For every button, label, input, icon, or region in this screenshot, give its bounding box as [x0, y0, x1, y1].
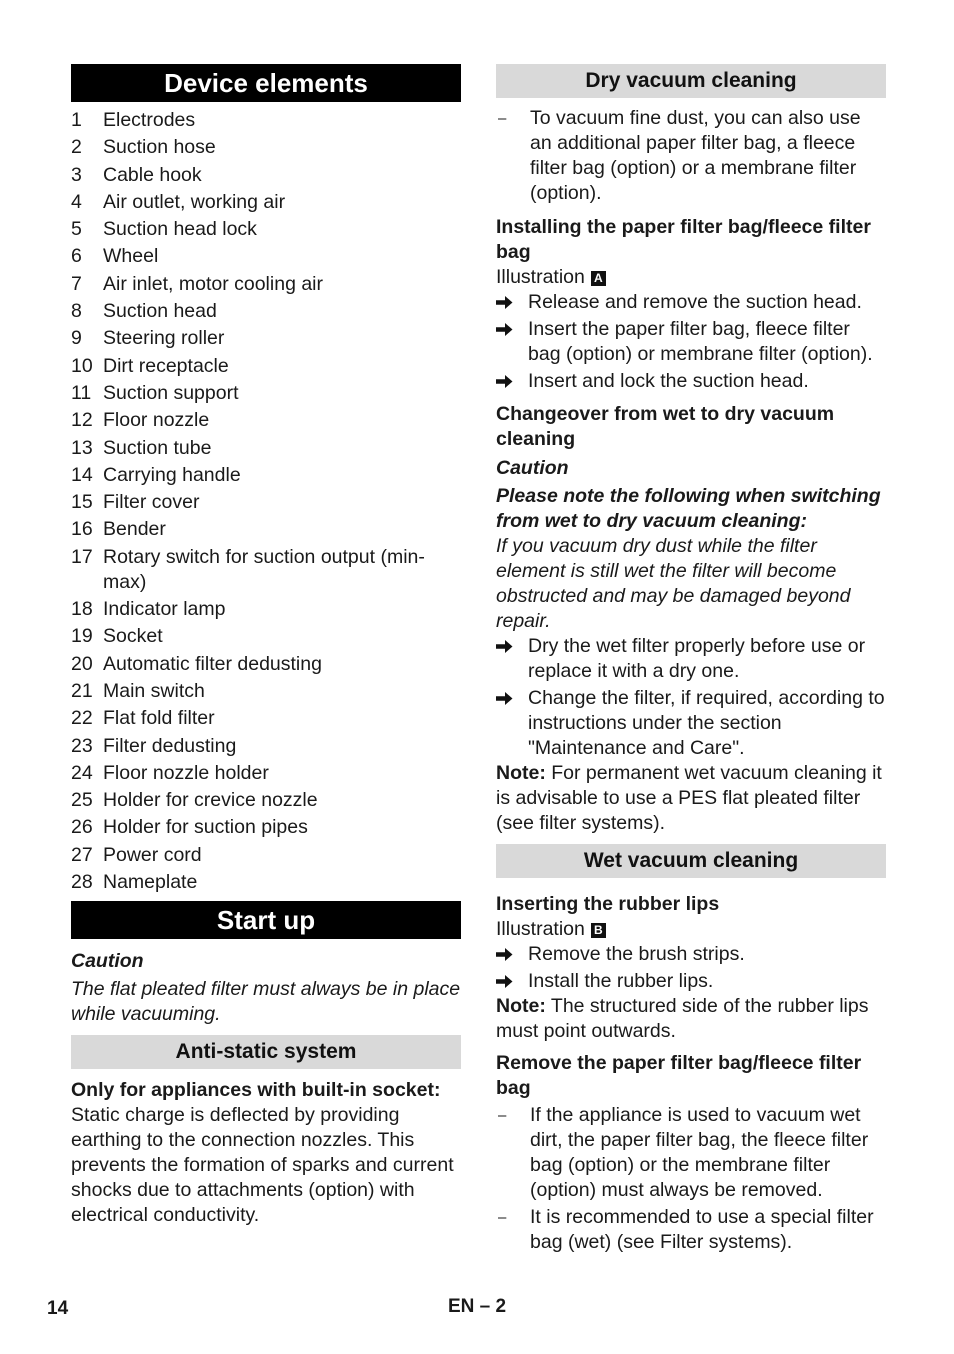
item-label: Automatic filter dedusting	[103, 652, 322, 675]
item-number: 1	[71, 109, 82, 131]
item-label: Steering roller	[103, 327, 225, 350]
note-2	[496, 994, 886, 1044]
item-number: 13	[71, 436, 93, 459]
item-label: Electrodes	[103, 109, 196, 131]
step-text: Remove the brush strips.	[528, 943, 745, 965]
step-item	[496, 290, 886, 315]
item-number: 27	[71, 843, 93, 866]
arrow-right-icon	[496, 317, 528, 367]
note-label: Note:	[496, 995, 546, 1017]
item-label: Bender	[103, 518, 166, 541]
item-label: Air outlet, working air	[103, 190, 286, 213]
step-text: Insert the paper filter bag, fleece filter bag (option) or membrane filter (option).	[528, 318, 873, 365]
item-number: 14	[71, 463, 93, 486]
arrow-right-icon	[496, 686, 528, 761]
item-label: Air inlet, motor cooling air	[103, 272, 324, 295]
item-number: 22	[71, 707, 93, 730]
language-page-indicator: EN – 2	[448, 1296, 507, 1317]
step-item	[496, 686, 886, 761]
step-text: Install the rubber lips.	[528, 970, 714, 992]
arrow-right-icon	[496, 634, 528, 684]
list-item	[71, 597, 461, 622]
dash-marker: –	[498, 1107, 507, 1124]
item-label: Suction tube	[103, 436, 212, 459]
list-item	[71, 761, 461, 786]
install-steps	[496, 290, 886, 394]
arrow-right-icon	[496, 369, 528, 394]
list-item	[71, 788, 461, 813]
list-item	[71, 163, 461, 188]
device-elements-heading: Device elements	[71, 64, 461, 102]
item-label: Carrying handle	[103, 463, 241, 486]
item-label: Filter cover	[103, 491, 200, 514]
step-item	[496, 317, 886, 367]
caution-label: Caution	[71, 950, 144, 973]
note-1	[496, 761, 886, 836]
item-label: Holder for suction pipes	[103, 816, 308, 839]
item-number: 17	[71, 545, 93, 568]
illustration-b-ref	[496, 917, 886, 942]
item-number: 2	[71, 136, 82, 159]
antistatic-text: Static charge is deflected by providing earthing to the connection nozzles. This prevents the formation of sparks and current shocks due to attachments (option) with electrical conductivity.	[71, 1104, 454, 1227]
item-number: 9	[71, 327, 82, 350]
list-item	[71, 706, 461, 731]
step-text: Dry the wet filter properly before use or replace it with a dry one.	[528, 635, 866, 682]
item-number: 6	[71, 245, 82, 268]
start-up-heading: Start up	[71, 901, 461, 939]
rubber-steps	[496, 942, 886, 994]
wet-vacuum-heading: Wet vacuum cleaning	[496, 844, 886, 878]
caution-bold-text: Please note the following when switching from wet to dry vacuum cleaning:	[496, 485, 881, 532]
note-label: Note:	[496, 762, 546, 784]
item-label: Main switch	[103, 679, 205, 702]
list-item	[71, 679, 461, 704]
illustration-b-badge: B	[591, 923, 606, 938]
page-number: 14	[47, 1298, 69, 1319]
item-number: 4	[71, 190, 82, 213]
item-number: 12	[71, 409, 93, 432]
step-item	[496, 942, 886, 967]
rubber-lips-heading: Inserting the rubber lips	[496, 893, 720, 915]
item-number: 26	[71, 816, 93, 839]
list-item	[71, 408, 461, 433]
dry-note-text: To vacuum fine dust, you can also use an additional paper filter bag, a fleece filter bag (option) or a membrane filter (option).	[530, 107, 861, 204]
caution-text: If you vacuum dry dust while the filter element is still wet the filter will become obstructed and may be damaged beyond repair.	[496, 535, 851, 632]
note-1-text: For permanent wet vacuum cleaning it is advisable to use a PES flat pleated filter (see filter systems).	[496, 762, 882, 834]
item-number: 20	[71, 652, 93, 675]
dash-marker: –	[498, 1209, 507, 1226]
item-number: 11	[71, 381, 92, 404]
item-label: Floor nozzle holder	[103, 761, 269, 784]
list-item	[71, 272, 461, 297]
list-item	[71, 545, 461, 595]
item-number: 8	[71, 300, 82, 323]
item-label: Rotary switch for suction output (min-max)	[103, 545, 425, 593]
item-number: 10	[71, 354, 93, 377]
list-item	[71, 217, 461, 242]
dash-marker: –	[498, 110, 507, 127]
list-item	[71, 843, 461, 868]
arrow-right-icon	[496, 290, 528, 315]
list-item	[71, 652, 461, 677]
item-number: 25	[71, 789, 93, 812]
item-number: 19	[71, 625, 93, 648]
item-number: 16	[71, 518, 93, 541]
step-text: Insert and lock the suction head.	[528, 370, 809, 392]
item-number: 3	[71, 163, 82, 186]
item-label: Flat fold filter	[103, 707, 215, 730]
right-column	[496, 64, 886, 1255]
illustration-a-badge: A	[591, 271, 606, 286]
step-item	[496, 969, 886, 994]
list-item	[71, 624, 461, 649]
item-label: Suction hose	[103, 136, 216, 159]
item-label: Wheel	[103, 245, 159, 268]
item-number: 24	[71, 761, 93, 784]
remove-heading: Remove the paper filter bag/fleece filter bag	[496, 1052, 862, 1099]
remove-items	[496, 1103, 886, 1255]
arrow-right-icon	[496, 969, 528, 994]
list-item	[71, 734, 461, 759]
dash-item-text: If the appliance is used to vacuum wet dirt, the paper filter bag, the fleece filter bag (option) or the membrane filter (option) must always be removed.	[530, 1104, 869, 1201]
list-item	[71, 870, 461, 895]
list-item	[71, 815, 461, 840]
list-item	[71, 244, 461, 269]
item-label: Holder for crevice nozzle	[103, 789, 318, 812]
item-label: Power cord	[103, 843, 202, 866]
item-label: Floor nozzle	[103, 409, 210, 432]
item-number: 21	[71, 679, 93, 702]
caution-text: The flat pleated filter must always be in place while vacuuming.	[71, 978, 461, 1026]
changeover-steps	[496, 634, 886, 761]
device-elements-list	[71, 108, 461, 895]
list-item	[71, 108, 461, 133]
antistatic-heading: Anti-static system	[71, 1035, 461, 1069]
antistatic-subheading: Only for appliances with built-in socket:	[71, 1079, 441, 1102]
step-item	[496, 634, 886, 684]
list-item	[71, 381, 461, 406]
illustration-a-ref	[496, 265, 886, 290]
changeover-heading: Changeover from wet to dry vacuum cleaning	[496, 403, 835, 450]
item-label: Suction head lock	[103, 218, 257, 241]
install-heading: Installing the paper filter bag/fleece filter bag	[496, 216, 871, 263]
item-label: Socket	[103, 625, 163, 648]
list-item	[71, 135, 461, 160]
step-text: Change the filter, if required, according to instructions under the section "Maintenance and Care".	[528, 687, 885, 759]
item-label: Dirt receptacle	[103, 354, 229, 377]
left-column	[71, 64, 461, 1228]
list-item	[71, 190, 461, 215]
item-label: Cable hook	[103, 163, 202, 186]
item-number: 28	[71, 871, 93, 894]
caution-label: Caution	[496, 457, 569, 479]
list-item	[71, 463, 461, 488]
item-number: 7	[71, 272, 82, 295]
list-item	[71, 490, 461, 515]
list-item	[71, 326, 461, 351]
list-item	[71, 299, 461, 324]
step-item	[496, 369, 886, 394]
list-item	[71, 436, 461, 461]
item-label: Nameplate	[103, 871, 198, 894]
item-label: Filter dedusting	[103, 734, 237, 757]
item-label: Suction support	[103, 381, 239, 404]
dash-list-item	[496, 1205, 886, 1255]
arrow-right-icon	[496, 942, 528, 967]
dry-vacuum-heading: Dry vacuum cleaning	[496, 64, 886, 98]
dry-note-item	[496, 106, 886, 206]
illustration-label: Illustration	[496, 918, 585, 940]
list-item	[71, 354, 461, 379]
dash-list-item	[496, 1103, 886, 1203]
item-number: 23	[71, 734, 93, 757]
item-number: 5	[71, 218, 82, 241]
item-label: Indicator lamp	[103, 598, 226, 621]
illustration-label: Illustration	[496, 266, 585, 288]
list-item	[71, 517, 461, 542]
item-label: Suction head	[103, 300, 217, 323]
item-number: 18	[71, 598, 93, 621]
item-number: 15	[71, 491, 93, 514]
note-2-text: The structured side of the rubber lips must point outwards.	[496, 995, 869, 1042]
step-text: Release and remove the suction head.	[528, 291, 862, 313]
dash-item-text: It is recommended to use a special filter bag (wet) (see Filter systems).	[530, 1206, 874, 1253]
